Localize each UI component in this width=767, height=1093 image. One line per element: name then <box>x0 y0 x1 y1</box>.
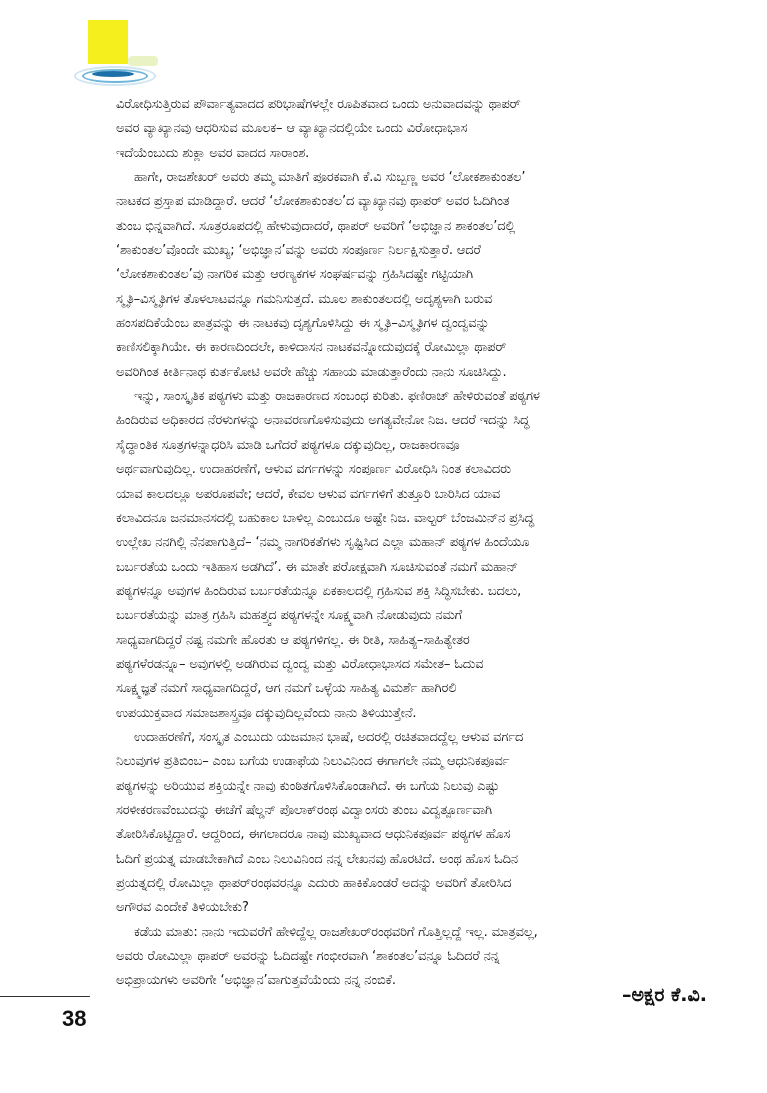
text-line: ಉಲ್ಲೇಖ ನನಗಿಲ್ಲಿ ನೆನಪಾಗುತ್ತಿದೆ– ‘ನಮ್ಮ ನಾಗರಿಕತೆಗಳು ಸೃಷ್ಟಿಸಿದ ಎಲ್ಲಾ ಮಹಾನ್ ಪಠ್ಯಗಳ ಹಿಂದೆಯೂ <box>116 535 530 551</box>
text-line: ಅಗೌರವ ಎಂದೇಕೆ ತಿಳಿಯಬೇಕು? <box>116 900 249 916</box>
author-signature: –ಅಕ್ಷರ ಕೆ.ವಿ. <box>622 984 707 1006</box>
logo-tail <box>128 56 158 66</box>
text-line: ಸಾಧ್ಯವಾಗದಿದ್ದರೆ ನಷ್ಟ ನಮಗೇ ಹೊರತು ಆ ಪಠ್ಯಗಳಿಗಲ್ಲ. ಈ ರೀತಿ, ಸಾಹಿತ್ಯ–ಸಾಹಿತ್ಯೇತರ <box>116 632 470 648</box>
text-line: ಪಠ್ಯಗಳನ್ನೂ ಅವುಗಳ ಹಿಂದಿರುವ ಬರ್ಬರತೆಯನ್ನೂ ಏಕಕಾಲದಲ್ಲಿ ಗ್ರಹಿಸುವ ಶಕ್ತಿ ಸಿದ್ಧಿಸಬೇಕು. ಬದಲು, <box>116 583 522 599</box>
text-line: ಅವರ ವ್ಯಾಖ್ಯಾನವು ಆಧರಿಸುವ ಮೂಲಕ– ಆ ವ್ಯಾಖ್ಯಾನದಲ್ಲಿಯೇ ಒಂದು ವಿರೋಧಾಭಾಸ <box>116 121 468 137</box>
text-line: ಅರ್ಥವಾಗುವುದಿಲ್ಲ. ಉದಾಹರಣೆಗೆ, ಆಳುವ ವರ್ಗಗಳನ್ನು ಸಂಪೂರ್ಣ ವಿರೋಧಿಸಿ ನಿಂತ ಕಲಾವಿದರು <box>116 462 511 478</box>
text-line: ಸೈದ್ಧಾಂತಿಕ ಸೂತ್ರಗಳನ್ನಾಧರಿಸಿ ಮಾಡಿ ಒಗೆದರೆ ಪಠ್ಯಗಳೂ ದಕ್ಕುವುದಿಲ್ಲ, ರಾಜಕಾರಣವೂ <box>116 437 460 453</box>
text-line: ನಿಲುವುಗಳ ಪ್ರತಿಬಿಂಬ– ಎಂಬ ಬಗೆಯ ಉಡಾಫೆಯ ನಿಲುವಿನಿಂದ ಈಗಾಗಲೇ ನಮ್ಮ ಆಧುನಿಕಪೂರ್ವ <box>116 754 510 770</box>
paragraph-1 <box>116 93 710 166</box>
text-line: ಉಪಯುಕ್ತವಾದ ಸಮಾಜಶಾಸ್ತ್ರವೂ ದಕ್ಕುವುದಿಲ್ಲವೆಂದು ನಾನು ತಿಳಿಯುತ್ತೇನೆ. <box>116 705 417 721</box>
text-line: ಪಠ್ಯಗಳನ್ನು ಅರಿಯುವ ಶಕ್ತಿಯನ್ನೇ ನಾವು ಕುಂಠಿತಗೊಳಿಸಿಕೊಂಡಾಗಿದೆ. ಈ ಬಗೆಯ ನಿಲುವು ಎಷ್ಟು <box>116 778 500 794</box>
page-number: 38 <box>62 1006 87 1031</box>
text-line: ವಿರೋಧಿಸುತ್ತಿರುವ ಪೌರ್ವಾತ್ಯವಾದದ ಪರಿಭಾಷೆಗಳಲ್ಲೇ ರೂಪಿತವಾದ ಒಂದು ಅನುವಾದವನ್ನು ಥಾಪರ್ <box>116 97 521 112</box>
logo-ring-inner <box>92 71 134 77</box>
text-line: ತುಂಬ ಭಿನ್ನವಾಗಿದೆ. ಸೂತ್ರರೂಪದಲ್ಲಿ ಹೇಳುವುದಾದರೆ, ಥಾಪರ್ ಅವರಿಗೆ ‘ಅಭಿಜ್ಞಾನ ಶಾಕಂತಲ’ದಲ್ಲಿ <box>116 218 516 234</box>
text-line: ಇದೆಯೆಂಬುದು ಶುಕ್ಲಾ ಅವರ ವಾದದ ಸಾರಾಂಶ. <box>116 145 310 161</box>
text-line: ಕಡೆಯ ಮಾತು: ನಾನು ಇದುವರೆಗೆ ಹೇಳಿದ್ದೆಲ್ಲ ರಾಜಶೇಖರ್‌ರಂಥವರಿಗೆ ಗೊತ್ತಿಲ್ಲದ್ದೆ ಇಲ್ಲ. ಮಾತ್ರವಲ್ಲ, <box>134 924 538 940</box>
article-body <box>116 93 710 994</box>
paragraph-5 <box>116 921 710 994</box>
text-line: ಇನ್ನು, ಸಾಂಸ್ಕೃತಿಕ ಪಠ್ಯಗಳು ಮತ್ತು ರಾಜಕಾರಣದ ಸಂಬಂಧ ಕುರಿತು. ಫಣಿರಾಜ್ ಹೇಳಿರುವಂತೆ ಪಠ್ಯಗಳ <box>134 389 540 405</box>
text-line: ಸೂಕ್ಷ್ಮಜ್ಞತೆ ನಮಗೆ ಸಾಧ್ಯವಾಗದಿದ್ದರೆ, ಆಗ ನಮಗೆ ಒಳ್ಳೆಯ ಸಾಹಿತ್ಯ ವಿಮರ್ಶೆ ಹಾಗಿರಲಿ <box>116 681 457 697</box>
paragraph-4 <box>116 726 710 921</box>
text-line: ಅವರು ರೋಮಿಲ್ಲಾ ಥಾಪರ್ ಅವರನ್ನು ಓದಿದಷ್ಟೇ ಗಂಭೀರವಾಗಿ ‘ಶಾಕಂತಲ’ವನ್ನೂ ಓದಿದರೆ ನನ್ನ <box>116 949 500 965</box>
text-line: ಬರ್ಬರತೆಯ ಒಂದು ಇತಿಹಾಸ ಅಡಗಿದೆ’. ಈ ಮಾತೇ ಪರೋಕ್ಷವಾಗಿ ಸೂಚಿಸುವಂತೆ ನಮಗೆ ಮಹಾನ್ <box>116 559 518 575</box>
text-line: ಬರ್ಬರತೆಯನ್ನು ಮಾತ್ರ ಗ್ರಹಿಸಿ ಮಹತ್ತ್ವದ ಪಠ್ಯಗಳನ್ನೇ ಸೂಕ್ಷ್ಮವಾಗಿ ನೋಡುವುದು ನಮಗೆ <box>116 608 463 624</box>
magazine-logo <box>70 20 160 72</box>
text-line: ಪ್ರಯತ್ನದಲ್ಲಿ ರೋಮಿಲ್ಲಾ ಥಾಪರ್‌ರಂಥವರನ್ನೂ ಎದುರು ಹಾಕಿಕೊಂಡರೆ ಅದನ್ನು ಅವರಿಗೆ ತೋರಿಸಿದ <box>116 876 512 891</box>
text-line: ಓದಿಗೆ ಪ್ರಯತ್ನ ಮಾಡಬೇಕಾಗಿದೆ ಎಂಬ ನಿಲುವಿನಿಂದ ನನ್ನ ಲೇಖನವು ಹೊರಟಿದೆ. ಅಂಥ ಹೊಸ ಓದಿನ <box>116 851 518 867</box>
text-line: ಹಿಂದಿರುವ ಅಧಿಕಾರದ ನೆರಳುಗಳನ್ನು ಅನಾವರಣಗೊಳಿಸುವುದು ಅಗತ್ಯವೇನೋ ನಿಜ. ಆದರೆ ಇದನ್ನು ಸಿದ್ಧ <box>116 413 530 429</box>
paragraph-3 <box>116 385 710 726</box>
text-line: ಅವರಿಗಿಂತ ಕೀರ್ತಿನಾಥ ಕುರ್ತಕೋಟಿ ಅವರೇ ಹೆಚ್ಚು ಸಹಾಯ ಮಾಡುತ್ತಾರೆಂದು ನಾನು ಸೂಚಿಸಿದ್ದು. <box>116 364 507 380</box>
text-line: ಸರಳೀಕರಣವೆಂಬುದನ್ನು ಈಚೆಗೆ ಷೆಲ್ಡನ್ ಪೊಲಾಕ್‌ರಂಥ ವಿದ್ವಾಂಸರು ತುಂಬ ವಿದ್ವತ್ಪೂರ್ಣವಾಗಿ <box>116 802 492 818</box>
text-line: ‘ಲೋಕಶಾಕುಂತಲ’ವು ನಾಗರಿಕ ಮತ್ತು ಆರಣ್ಯಕಗಳ ಸಂಘರ್ಷವನ್ನು ಗ್ರಹಿಸಿದಷ್ಟೇ ಗಟ್ಟಿಯಾಗಿ <box>116 267 473 283</box>
footer-rule <box>0 996 90 997</box>
text-line: ಕಲಾವಿದನೂ ಜನಮಾನಸದಲ್ಲಿ ಬಹುಕಾಲ ಬಾಳಿಲ್ಲ ಎಂಬುದೂ ಅಷ್ಟೇ ನಿಜ. ವಾಲ್ಟರ್ ಬೆಂಜಮಿನ್‌ನ ಪ್ರಸಿದ್ಧ <box>116 510 534 526</box>
text-line: ತೋರಿಸಿಕೊಟ್ಟಿದ್ದಾರೆ. ಆದ್ದರಿಂದ, ಈಗಲಾದರೂ ನಾವು ಮುಖ್ಯವಾದ ಆಧುನಿಕಪೂರ್ವ ಪಠ್ಯಗಳ ಹೊಸ <box>116 827 511 843</box>
text-line: ಸ್ಮೃತಿ–ವಿಸ್ಮೃತಿಗಳ ತೊಳಲಾಟವನ್ನೂ ಗಮನಿಸುತ್ತದೆ. ಮೂಲ ಶಾಕುಂತಲದಲ್ಲಿ ಅದೃಶ್ಯಳಾಗಿ ಬರುವ <box>116 291 493 307</box>
text-line: ಕಾಣಿಸಲಿಕ್ಕಾಗಿಯೇ. ಈ ಕಾರಣದಿಂದಲೇ, ಕಾಳಿದಾಸನ ನಾಟಕವನ್ನೋದುವುದಕ್ಕೆ ರೋಮಿಲ್ಲಾ ಥಾಪರ್ <box>116 340 507 356</box>
text-line: ಹಾಗೇ, ರಾಜಶೇಖರ್ ಅವರು ತಮ್ಮ ಮಾತಿಗೆ ಪೂರಕವಾಗಿ ಕೆ.ವಿ ಸುಬ್ಬಣ್ಣ ಅವರ ‘ಲೋಕಶಾಕುಂತಲ’ <box>134 170 526 186</box>
text-line: ಅಭಿಪ್ರಾಯಗಳು ಅವರಿಗೇ ‘ಅಭಿಜ್ಞಾನ’ವಾಗುತ್ತವೆಯೆಂದು ನನ್ನ ನಂಬಿಕೆ. <box>116 973 396 989</box>
text-line: ಹಂಸಪದಿಕೆಯೆಂಬ ಪಾತ್ರವನ್ನು ಈ ನಾಟಕವು ದೃಶ್ಯಗೊಳಿಸಿದ್ದು ಈ ಸ್ಮೃತಿ–ವಿಸ್ಮೃತಿಗಳ ದ್ವಂದ್ವವನ್ನು <box>116 316 490 332</box>
text-line: ‘ಶಾಕುಂತಲ’ವೊಂದೇ ಮುಖ್ಯ; ‘ಅಭಿಜ್ಞಾನ’ವನ್ನು ಅವರು ಸಂಪೂರ್ಣ ನಿರ್ಲಕ್ಷಿಸುತ್ತಾರೆ. ಆದರೆ <box>116 243 481 259</box>
text-line: ಉದಾಹರಣೆಗೆ, ಸಂಸ್ಕೃತ ಎಂಬುದು ಯಜಮಾನ ಭಾಷೆ, ಅದರಲ್ಲಿ ರಚಿತವಾದದ್ದೆಲ್ಲ ಆಳುವ ವರ್ಗದ <box>134 729 524 745</box>
text-line: ನಾಟಕದ ಪ್ರಸ್ತಾಪ ಮಾಡಿದ್ದಾರೆ. ಆದರೆ ‘ಲೋಕಶಾಕುಂತಲ’ದ ವ್ಯಾಖ್ಯಾನವು ಥಾಪರ್ ಅವರ ಓದಿಗಿಂತ <box>116 194 510 210</box>
paragraph-2 <box>116 166 710 385</box>
logo-yellow-square <box>88 20 128 64</box>
text-line: ಪಠ್ಯಗಳೆರಡನ್ನೂ– ಅವುಗಳಲ್ಲಿ ಅಡಗಿರುವ ದ್ವಂದ್ವ ಮತ್ತು ವಿರೋಧಾಭಾಸದ ಸಮೇತ– ಓದುವ <box>116 656 484 672</box>
text-line: ಯಾವ ಕಾಲದಲ್ಲೂ ಅಪರೂಪವೇ; ಆದರೆ, ಕೇವಲ ಆಳುವ ವರ್ಗಗಳಿಗೆ ತುತ್ತೂರಿ ಬಾರಿಸಿದ ಯಾವ <box>116 486 501 502</box>
